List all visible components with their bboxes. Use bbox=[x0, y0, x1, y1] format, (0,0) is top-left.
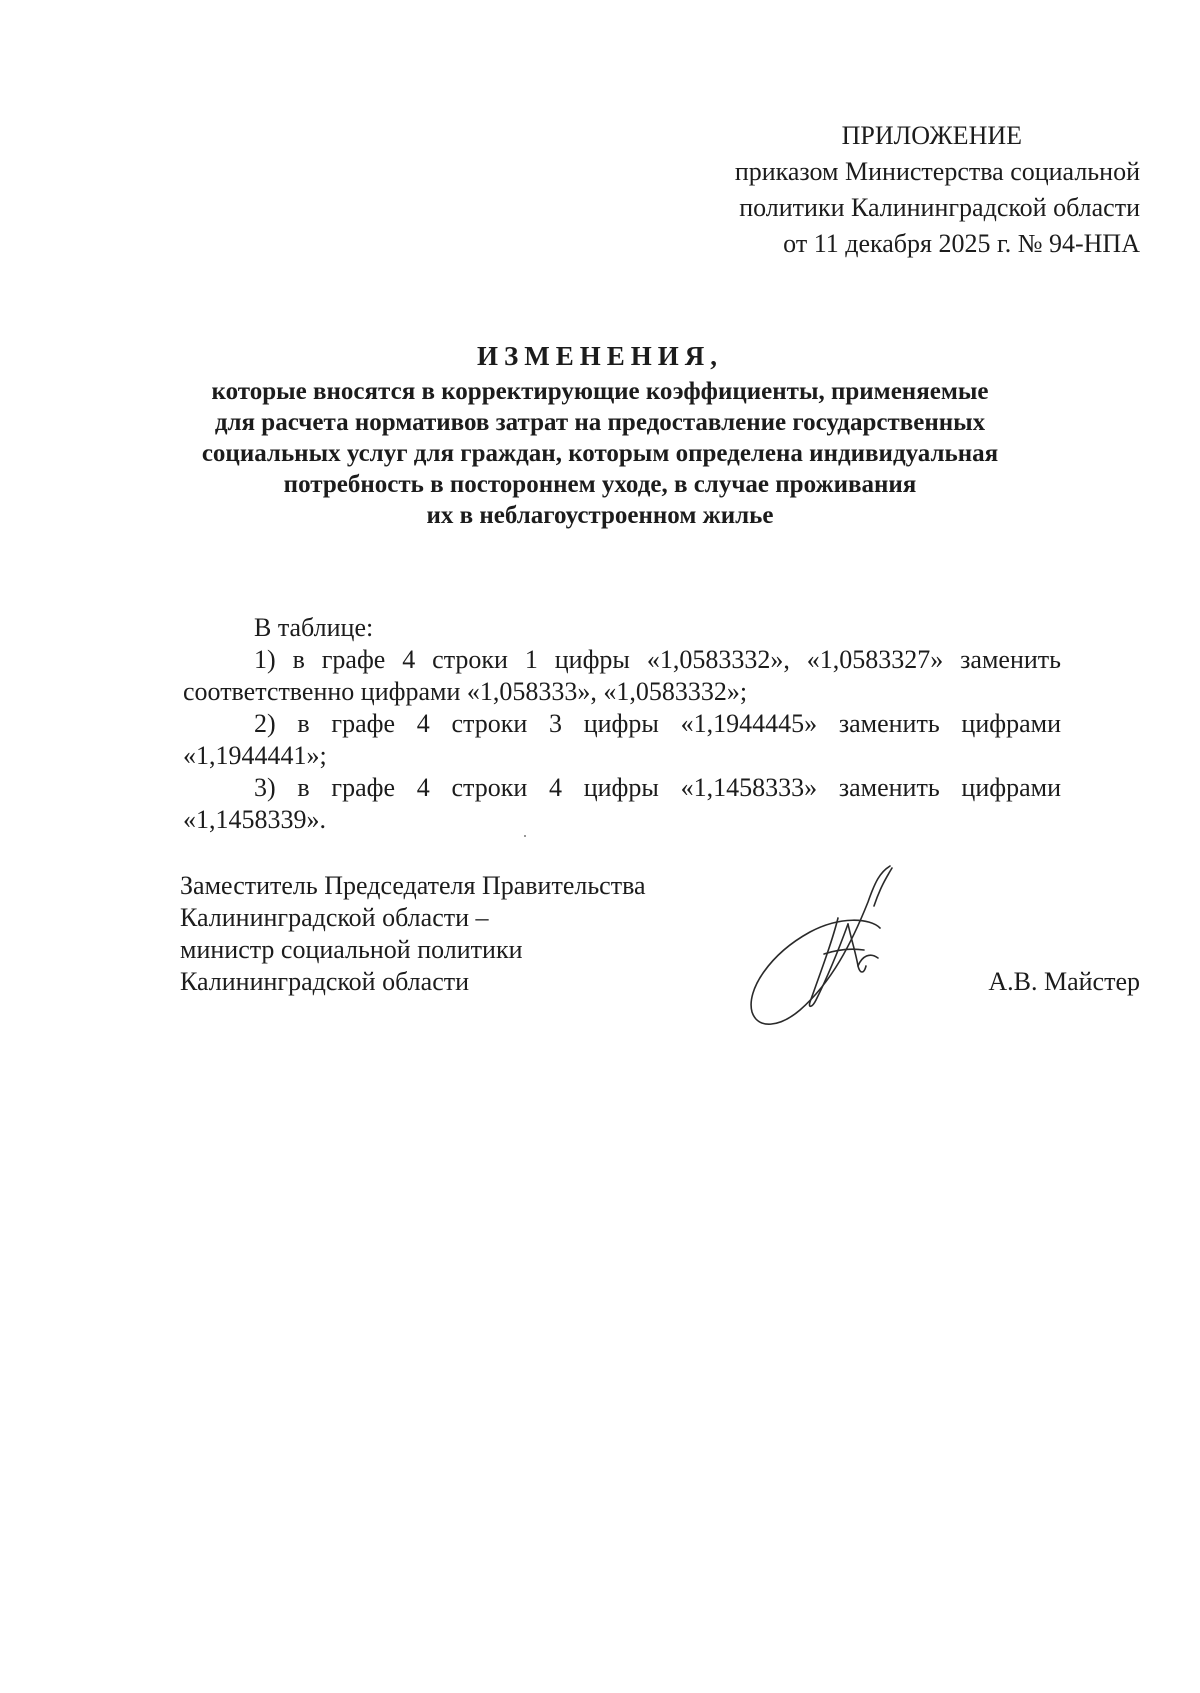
appendix-line: политики Калининградской области bbox=[739, 193, 1140, 222]
appendix-line: от 11 декабря 2025 г. № 94-НПА bbox=[783, 229, 1140, 258]
change-item: 2) в графе 4 строки 3 цифры «1,1944445» заменить цифрами «1,1944441»; bbox=[183, 709, 1061, 770]
body-intro: В таблице: bbox=[254, 613, 374, 642]
heading-subtitle-line: потребность в постороннем уходе, в случае проживания bbox=[283, 471, 917, 498]
appendix-header bbox=[620, 118, 1140, 262]
signatory-position-line: Заместитель Председателя Правительства bbox=[180, 871, 646, 900]
scan-speck bbox=[524, 835, 526, 837]
heading-title: ИЗМЕНЕНИЯ, bbox=[476, 341, 723, 371]
signatory-position-line: Калининградской области – bbox=[180, 903, 489, 932]
heading-subtitle-line: социальных услуг для граждан, которым определена индивидуальная bbox=[201, 440, 999, 467]
heading-subtitle-line: которые вносятся в корректирующие коэффициенты, применяемые bbox=[211, 378, 989, 405]
heading-subtitle-line: для расчета нормативов затрат на предоставление государственных bbox=[214, 409, 986, 436]
change-item: 3) в графе 4 строки 4 цифры «1,1458333» заменить цифрами «1,1458339». bbox=[183, 773, 1061, 834]
document-body bbox=[183, 612, 1061, 836]
handwritten-signature bbox=[740, 862, 940, 1032]
signatory-position-line: министр социальной политики bbox=[180, 935, 523, 964]
appendix-line: приказом Министерства социальной bbox=[734, 157, 1140, 186]
document-heading bbox=[130, 336, 1070, 531]
heading-subtitle-line: их в неблагоустроенном жилье bbox=[426, 502, 774, 529]
signatory-position bbox=[180, 870, 646, 998]
change-item: 1) в графе 4 строки 1 цифры «1,0583332», «1,0583327» заменить соответственно цифрами «1,058333», «1,0583332»; bbox=[183, 645, 1061, 706]
signer-name: А.В. Майстер bbox=[988, 967, 1140, 996]
signatory-position-line: Калининградской области bbox=[180, 967, 470, 996]
appendix-title: ПРИЛОЖЕНИЕ bbox=[841, 121, 1022, 150]
